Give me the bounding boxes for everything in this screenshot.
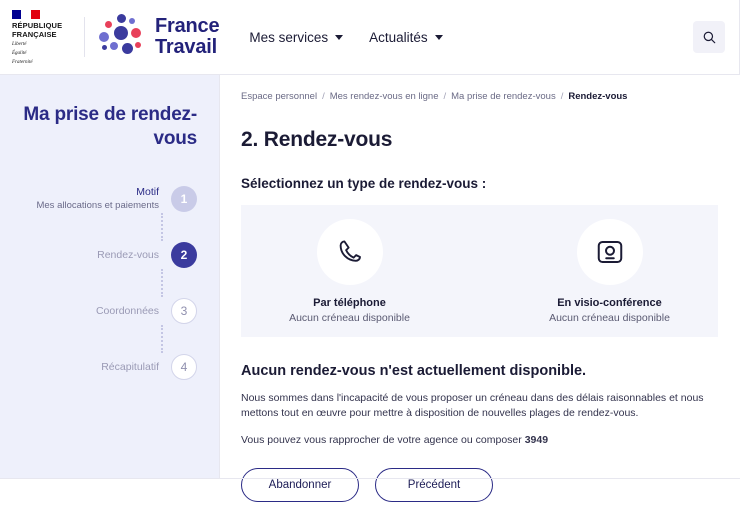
republique-francaise-logo [12, 8, 78, 66]
motto-fraternite: Fraternité [12, 60, 33, 65]
option-visio-conference[interactable] [535, 219, 685, 324]
sidebar-step-2[interactable] [22, 241, 197, 269]
form-actions [241, 468, 718, 502]
bottom-divider [0, 478, 740, 479]
contact-text-prefix: Vous pouvez vous rapprocher de votre agence ou composer [241, 434, 525, 446]
page-title: 2. Rendez-vous [241, 128, 393, 151]
main-navigation [249, 30, 442, 45]
breadcrumb-item-1[interactable]: Espace personnel [241, 91, 318, 102]
content-divider [219, 75, 220, 478]
sidebar-step-1-bullet: 1 [171, 186, 197, 212]
no-slot-alert-title: Aucun rendez-vous n'est actuellement disponible. [241, 363, 587, 379]
option-telephone-title: Par téléphone [313, 296, 386, 309]
france-travail-dots-icon [99, 14, 147, 60]
breadcrumb-divider: / [443, 91, 447, 102]
breadcrumb-item-3[interactable]: Ma prise de rendez-vous [451, 91, 556, 102]
appointment-type-question: Sélectionnez un type de rendez-vous : [241, 176, 487, 191]
abandon-button[interactable]: Abandonner [241, 468, 359, 502]
motto-egalite: Égalité [12, 51, 27, 56]
no-slot-paragraph-2 [241, 433, 718, 448]
republique-line1: RÉPUBLIQUE [12, 21, 63, 30]
sidebar-step-2-labels [97, 249, 159, 262]
page-body [0, 75, 740, 506]
chevron-down-icon [335, 35, 343, 40]
sidebar-step-4[interactable] [22, 353, 197, 381]
main-content [219, 75, 740, 506]
motto-liberte: Liberté [12, 42, 27, 47]
breadcrumb-divider: / [322, 91, 325, 102]
nav-label-actualites: Actualités [369, 29, 428, 45]
breadcrumb [241, 91, 718, 102]
stepper-list [22, 185, 197, 381]
sidebar-title: Ma prise de rendez-vous [23, 104, 197, 149]
sidebar-step-4-bullet: 4 [171, 354, 197, 380]
sidebar-step-2-bullet: 2 [171, 242, 197, 268]
sidebar-step-1-sublabel: Mes allocations et paiements [36, 200, 159, 211]
sidebar-step-3-labels [96, 305, 159, 318]
contact-phone-number: 3949 [524, 434, 549, 446]
sidebar-step-3-bullet: 3 [171, 298, 197, 324]
option-telephone-subtitle: Aucun créneau disponible [289, 311, 410, 324]
sidebar-step-1-label: Motif [136, 186, 159, 198]
option-visio-title: En visio-conférence [557, 296, 662, 309]
brand-line2: Travail [155, 36, 217, 58]
sidebar-step-4-label: Récapitulatif [101, 360, 159, 373]
header-actions [693, 0, 740, 74]
french-flag-icon [12, 10, 40, 19]
appointment-type-options [241, 205, 718, 337]
sidebar-step-3[interactable] [22, 297, 197, 325]
chevron-down-icon [435, 35, 443, 40]
sidebar-step-2-label: Rendez-vous [97, 248, 159, 261]
option-par-telephone[interactable] [275, 219, 425, 324]
nav-label-mes-services: Mes services [249, 29, 329, 45]
breadcrumb-divider: / [560, 91, 564, 102]
no-slot-paragraph-1: Nous sommes dans l'incapacité de vous proposer un créneau dans des délais raisonnables et nous mettons tout en œuvre pour mettre à disposition de nouvelles plages de rendez-vous. [241, 392, 704, 419]
sidebar-step-3-label: Coordonnées [95, 304, 159, 317]
stepper-sidebar [0, 75, 219, 478]
sidebar-step-1[interactable] [22, 185, 197, 213]
republique-line2: FRANÇAISE [12, 29, 57, 39]
phone-icon [335, 237, 365, 267]
option-telephone-circle [317, 219, 383, 285]
sidebar-step-1-labels [36, 186, 159, 212]
sidebar-step-4-labels [101, 361, 159, 374]
option-visio-subtitle: Aucun créneau disponible [549, 311, 670, 324]
nav-item-actualites[interactable] [369, 30, 443, 45]
breadcrumb-item-current: Rendez-vous [568, 91, 628, 102]
previous-button[interactable]: Précédent [375, 468, 493, 502]
site-header [0, 0, 740, 75]
search-icon [702, 30, 717, 45]
brand-line1: France [155, 15, 220, 37]
search-button[interactable] [693, 21, 725, 53]
video-camera-icon [595, 237, 625, 267]
breadcrumb-item-2[interactable]: Mes rendez-vous en ligne [329, 91, 439, 102]
france-travail-logo[interactable] [99, 14, 219, 60]
nav-item-mes-services[interactable] [249, 30, 343, 45]
header-divider [84, 17, 85, 57]
option-visio-circle [577, 219, 643, 285]
